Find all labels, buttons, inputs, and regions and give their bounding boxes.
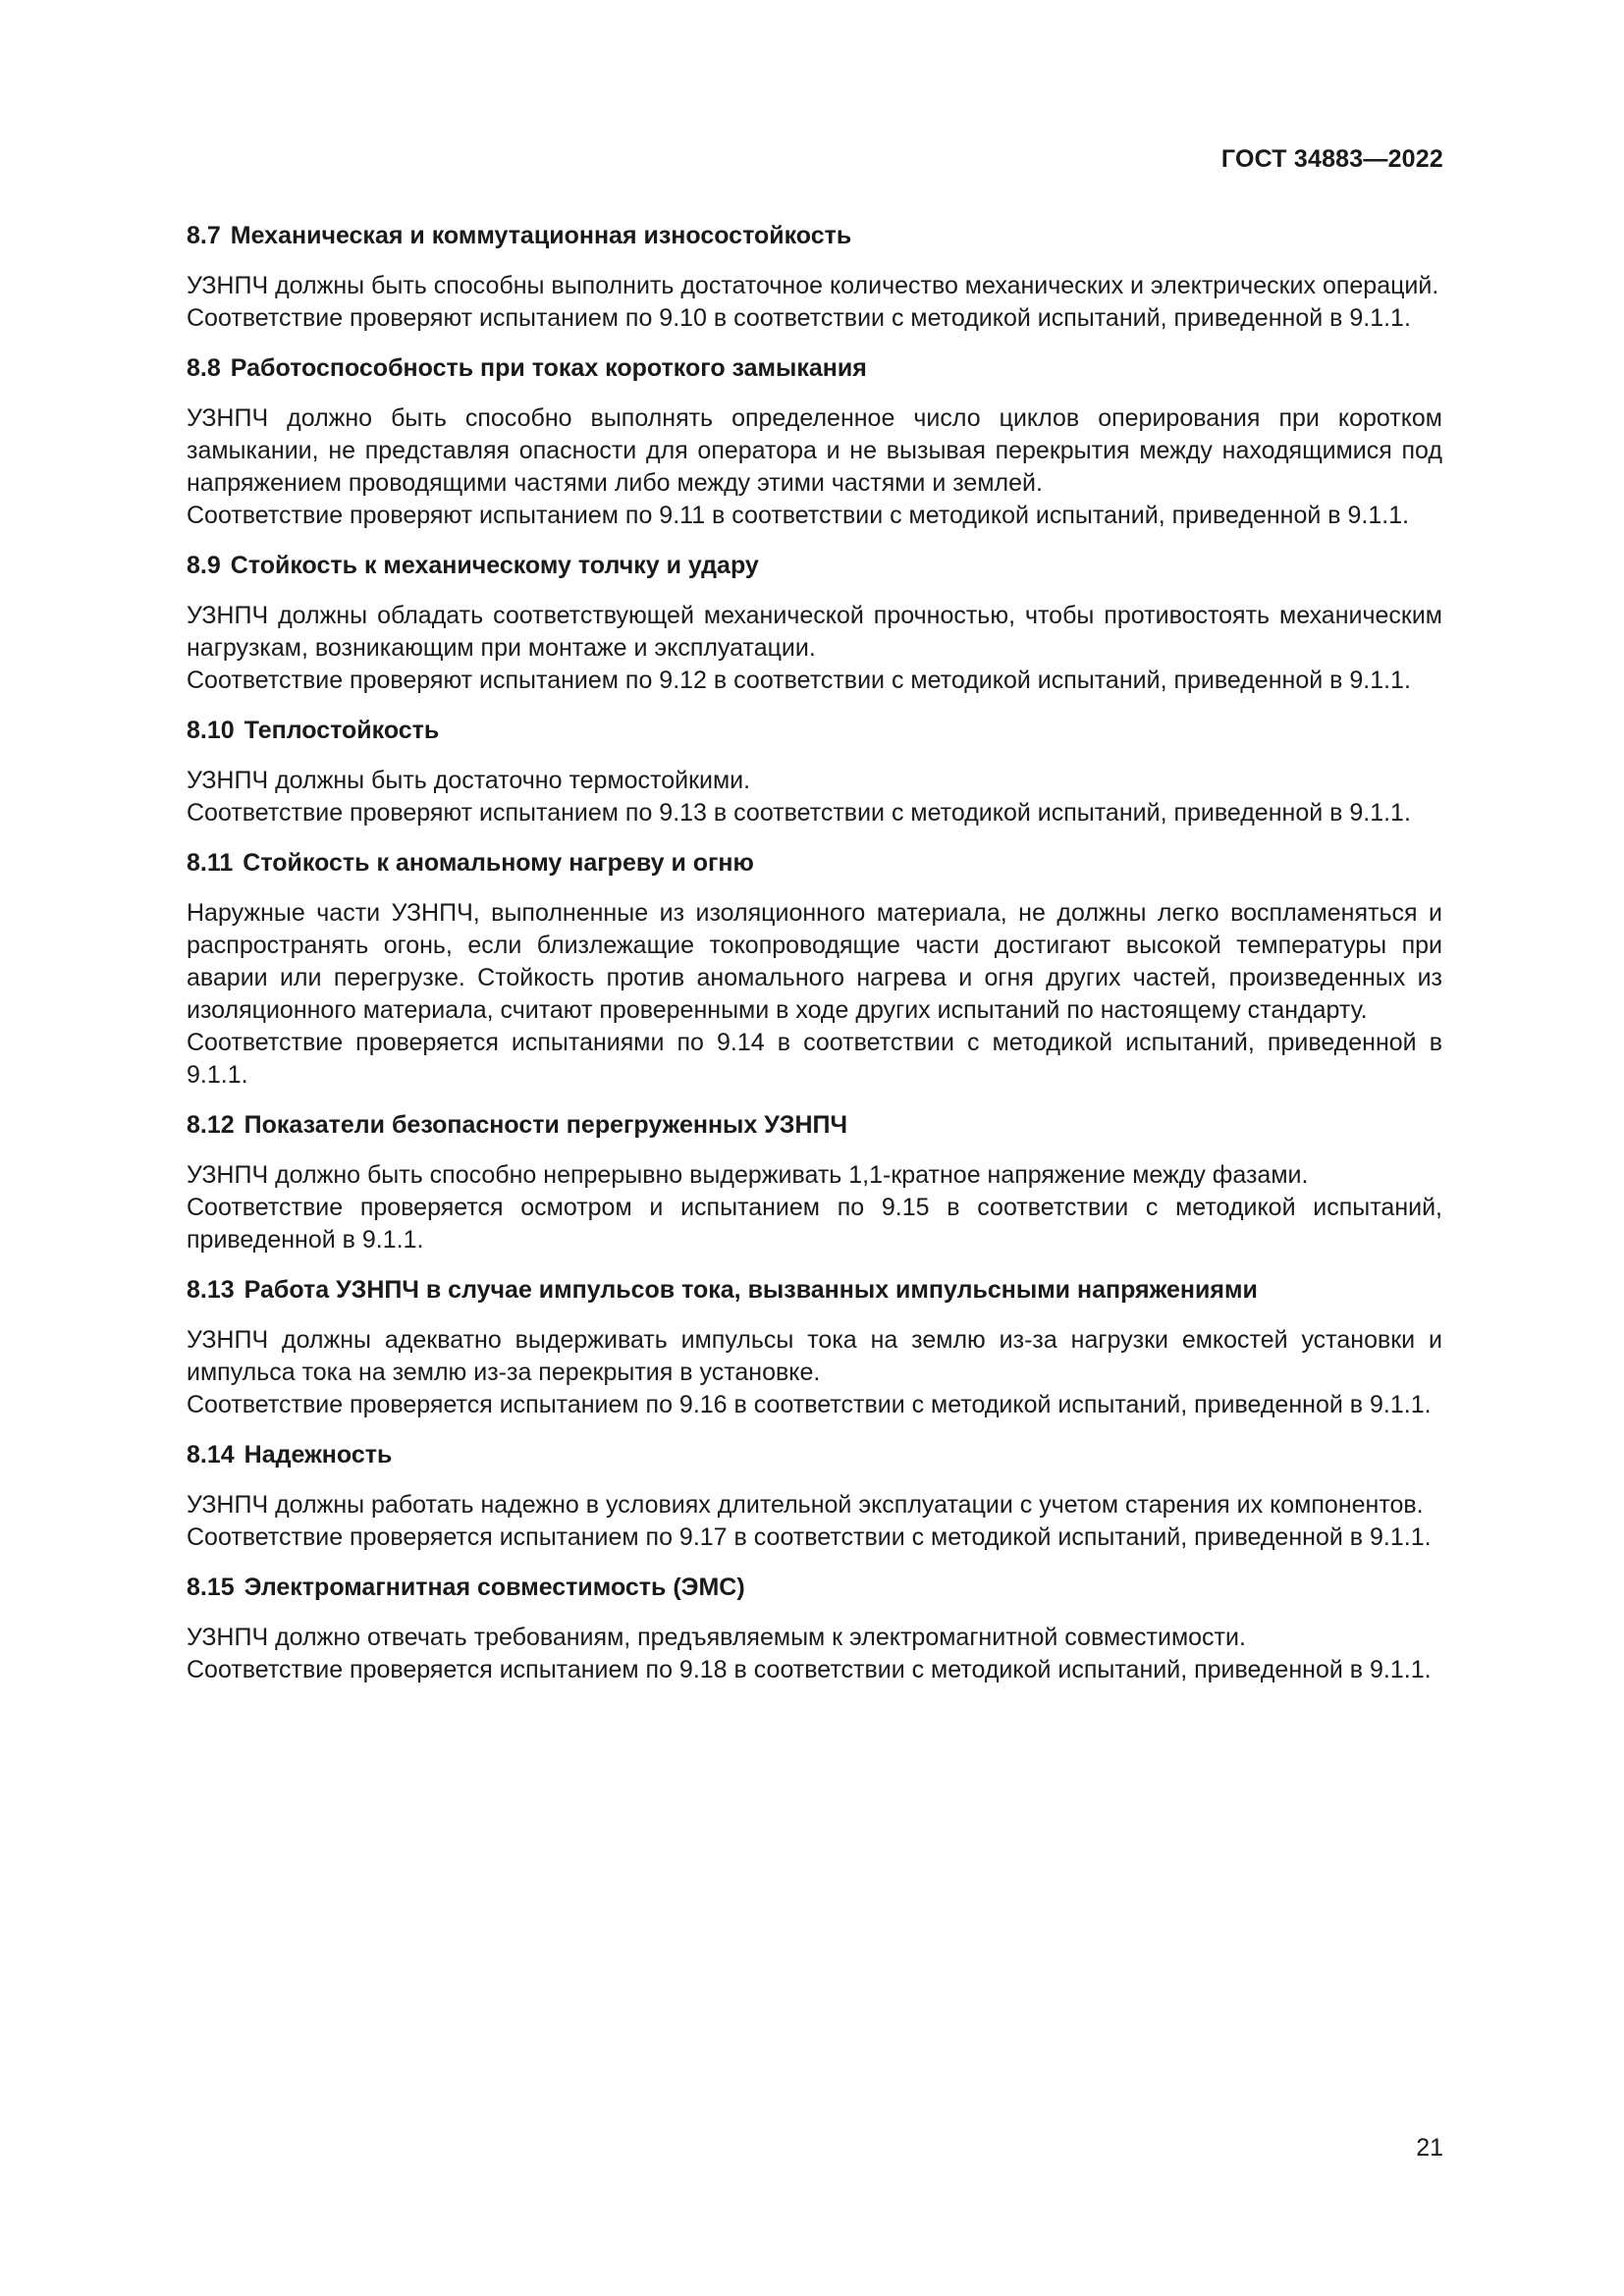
paragraph: Соответствие проверяется испытаниями по 9.14 в соответствии с методикой испытаний, приведенной в 9.1.1. xyxy=(187,1029,1442,1089)
section xyxy=(187,352,1442,532)
section-heading-text: Надежность xyxy=(244,1441,393,1468)
section-heading-text: Работа УЗНПЧ в случае импульсов тока, вызванных импульсными напряжениями xyxy=(244,1276,1258,1304)
paragraph: УЗНПЧ должно быть способно непрерывно выдерживать 1,1-кратное напряжение между фазами. xyxy=(187,1161,1309,1189)
paragraph: Соответствие проверяют испытанием по 9.13 в соответствии с методикой испытаний, приведенной в 9.1.1. xyxy=(187,799,1411,827)
section-title xyxy=(187,1572,1442,1604)
page-number: 21 xyxy=(1416,2134,1443,2162)
section-number: 8.12 xyxy=(187,1111,235,1139)
section-number: 8.8 xyxy=(187,354,221,382)
paragraph: УЗНПЧ должны адекватно выдерживать импульсы тока на землю из-за нагрузки емкостей установки и импульса тока на землю из-за перекрытия в установке. xyxy=(187,1326,1442,1386)
section-heading-text: Механическая и коммутационная износостойкость xyxy=(230,222,852,249)
section-heading-text: Теплостойкость xyxy=(244,717,440,744)
section-heading-text: Показатели безопасности перегруженных УЗНПЧ xyxy=(244,1111,848,1139)
section-heading-text: Работоспособность при токах короткого замыкания xyxy=(230,354,867,382)
paragraph: Соответствие проверяется осмотром и испытанием по 9.15 в соответствии с методикой испытаний, приведенной в 9.1.1. xyxy=(187,1194,1442,1254)
section xyxy=(187,1572,1442,1686)
document-body xyxy=(187,220,1442,1704)
section-title xyxy=(187,550,1442,582)
section-number: 8.13 xyxy=(187,1276,235,1304)
section-title xyxy=(187,1274,1442,1307)
paragraph: Соответствие проверяется испытанием по 9.18 в соответствии с методикой испытаний, приведенной в 9.1.1. xyxy=(187,1656,1432,1683)
section xyxy=(187,847,1442,1092)
section-number: 8.7 xyxy=(187,222,221,249)
paragraph: Соответствие проверяют испытанием по 9.11 в соответствии с методикой испытаний, приведенной в 9.1.1. xyxy=(187,502,1410,529)
section-number: 8.14 xyxy=(187,1441,235,1468)
document-id: ГОСТ 34883—2022 xyxy=(1220,145,1443,173)
paragraph: УЗНПЧ должны быть достаточно термостойкими. xyxy=(187,767,751,794)
paragraph: Наружные части УЗНПЧ, выполненные из изоляционного материала, не должны легко воспламеняться и распространять огонь, если близлежащие токопроводящие части достигают высокой температуры при аварии или перегрузке. Стойкость против аномального нагрева и огня других частей, произведенных из изоляционного материала, считают проверенными в ходе других испытаний по настоящему стандарту. xyxy=(187,899,1442,1024)
paragraph: Соответствие проверяют испытанием по 9.12 в соответствии с методикой испытаний, приведенной в 9.1.1. xyxy=(187,667,1411,694)
section-number: 8.11 xyxy=(187,849,234,877)
section-title xyxy=(187,847,1442,880)
section-title xyxy=(187,1109,1442,1142)
section xyxy=(187,715,1442,829)
section-number: 8.10 xyxy=(187,717,235,744)
section xyxy=(187,1274,1442,1421)
paragraph: УЗНПЧ должны быть способны выполнить достаточное количество механических и электрических операций. xyxy=(187,272,1439,299)
paragraph: Соответствие проверяется испытанием по 9.16 в соответствии с методикой испытаний, приведенной в 9.1.1. xyxy=(187,1391,1432,1418)
section-heading-text: Стойкость к аномальному нагреву и огню xyxy=(243,849,754,877)
paragraph: УЗНПЧ должны обладать соответствующей механической прочностью, чтобы противостоять механическим нагрузкам, возникающим при монтаже и эксплуатации. xyxy=(187,602,1442,662)
section-title xyxy=(187,1439,1442,1471)
section xyxy=(187,1109,1442,1256)
section-title xyxy=(187,220,1442,252)
section xyxy=(187,1439,1442,1554)
section-title xyxy=(187,715,1442,747)
paragraph: УЗНПЧ должно быть способно выполнять определенное число циклов оперирования при коротком замыкании, не представляя опасности для оператора и не вызывая перекрытия между находящимися под напряжением проводящими частями либо между этими частями и землей. xyxy=(187,404,1442,497)
section xyxy=(187,550,1442,697)
section-heading-text: Стойкость к механическому толчку и удару xyxy=(230,552,759,579)
section-number: 8.15 xyxy=(187,1574,235,1601)
section-title xyxy=(187,352,1442,385)
paragraph: Соответствие проверяют испытанием по 9.10 в соответствии с методикой испытаний, приведенной в 9.1.1. xyxy=(187,304,1411,332)
section-number: 8.9 xyxy=(187,552,221,579)
paragraph: УЗНПЧ должно отвечать требованиям, предъявляемым к электромагнитной совместимости. xyxy=(187,1624,1246,1651)
section-heading-text: Электромагнитная совместимость (ЭМС) xyxy=(244,1574,745,1601)
section xyxy=(187,220,1442,335)
paragraph: Соответствие проверяется испытанием по 9.17 в соответствии с методикой испытаний, приведенной в 9.1.1. xyxy=(187,1523,1432,1551)
paragraph: УЗНПЧ должны работать надежно в условиях длительной эксплуатации с учетом старения их компонентов. xyxy=(187,1491,1424,1519)
